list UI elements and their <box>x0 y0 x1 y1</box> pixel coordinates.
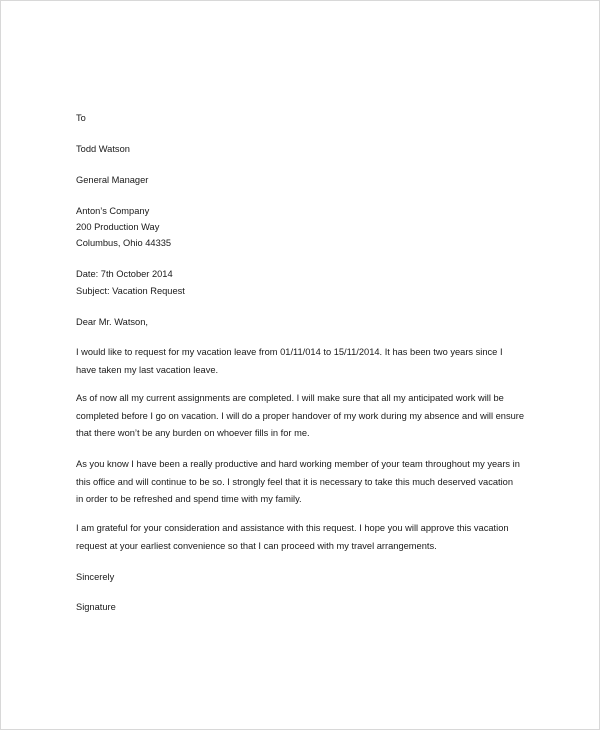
paragraph-4-line-2: request at your earliest convenience so that I can proceed with my travel arrangements. <box>76 540 437 551</box>
letter-date: Date: 7th October 2014 <box>76 269 173 279</box>
recipient-name: Todd Watson <box>76 144 130 154</box>
address-city: Columbus, Ohio 44335 <box>76 238 172 248</box>
company-name: Anton’s Company <box>76 206 150 216</box>
paragraph-3-line-1: As you know I have been a really productive and hard working member of your team throughout my years in <box>76 459 520 469</box>
closing: Sincerely <box>76 572 115 582</box>
paragraph-4-line-1: I am grateful for your consideration and assistance with this request. I hope you will approve this vacation <box>76 523 509 533</box>
paragraph-1-line-1: I would like to request for my vacation leave from 01/11/014 to 15/11/2014. It has been two years since I <box>76 347 503 357</box>
paragraph-3-line-3: in order to be refreshed and spend time with my family. <box>76 494 302 504</box>
to-label: To <box>76 113 86 123</box>
signature: Signature <box>76 602 116 612</box>
paragraph-1-line-2: have taken my last vacation leave. <box>76 364 219 375</box>
letter-subject: Subject: Vacation Request <box>76 286 185 296</box>
paragraph-2-line-2: completed before I go on vacation. I will do a proper handover of my work during my absence and will ensure <box>76 410 525 421</box>
paragraph-4 <box>76 520 536 555</box>
paragraph-2 <box>76 390 536 443</box>
paragraph-3 <box>76 456 536 509</box>
greeting: Dear Mr. Watson, <box>76 317 148 327</box>
recipient-title: General Manager <box>76 175 149 185</box>
paragraph-1 <box>76 344 536 379</box>
address-street: 200 Production Way <box>76 222 160 232</box>
paragraph-3-line-2: this office and will continue to be so. I strongly feel that it is necessary to take this much deserved vacation <box>76 476 514 487</box>
paragraph-2-line-3: that there won’t be any burden on whoever fills in for me. <box>76 428 310 438</box>
paragraph-2-line-1: As of now all my current assignments are completed. I will make sure that all my anticipated work will be <box>76 393 504 403</box>
